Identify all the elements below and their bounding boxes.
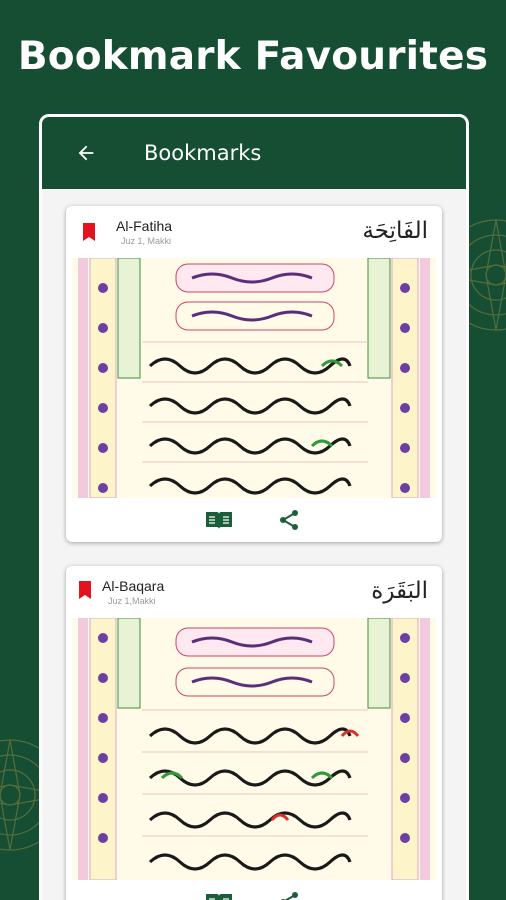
quran-page-preview[interactable] <box>72 618 436 880</box>
card-header <box>66 206 442 258</box>
share-icon <box>277 508 301 532</box>
surah-name-english: Al-Baqara <box>102 578 165 594</box>
surah-meta: Juz 1,Makki <box>108 596 156 606</box>
bookmark-icon[interactable] <box>78 581 92 599</box>
surah-meta: Juz 1, Makki <box>121 236 172 246</box>
open-book-icon <box>205 892 233 900</box>
bookmark-list[interactable] <box>42 189 466 900</box>
surah-name-arabic: الفَاتِحَة <box>362 218 428 244</box>
arrow-left-icon <box>75 142 97 164</box>
app-bar <box>42 117 466 189</box>
bookmark-icon[interactable] <box>82 223 96 241</box>
card-actions <box>66 880 442 900</box>
open-button[interactable] <box>204 505 234 535</box>
bookmark-card[interactable] <box>66 206 442 542</box>
back-button[interactable] <box>66 133 106 173</box>
card-header <box>66 566 442 618</box>
open-button[interactable] <box>204 887 234 900</box>
phone-screen <box>39 114 469 900</box>
promo-headline: Bookmark Favourites <box>17 34 489 79</box>
share-icon <box>277 890 301 900</box>
open-book-icon <box>205 510 233 530</box>
card-actions <box>66 498 442 542</box>
appbar-title: Bookmarks <box>144 141 262 165</box>
share-button[interactable] <box>274 505 304 535</box>
bookmark-card[interactable] <box>66 566 442 900</box>
surah-name-arabic: البَقَرَة <box>371 578 428 604</box>
share-button[interactable] <box>274 887 304 900</box>
quran-page-preview[interactable] <box>72 258 436 498</box>
surah-name-english: Al-Fatiha <box>116 218 173 234</box>
